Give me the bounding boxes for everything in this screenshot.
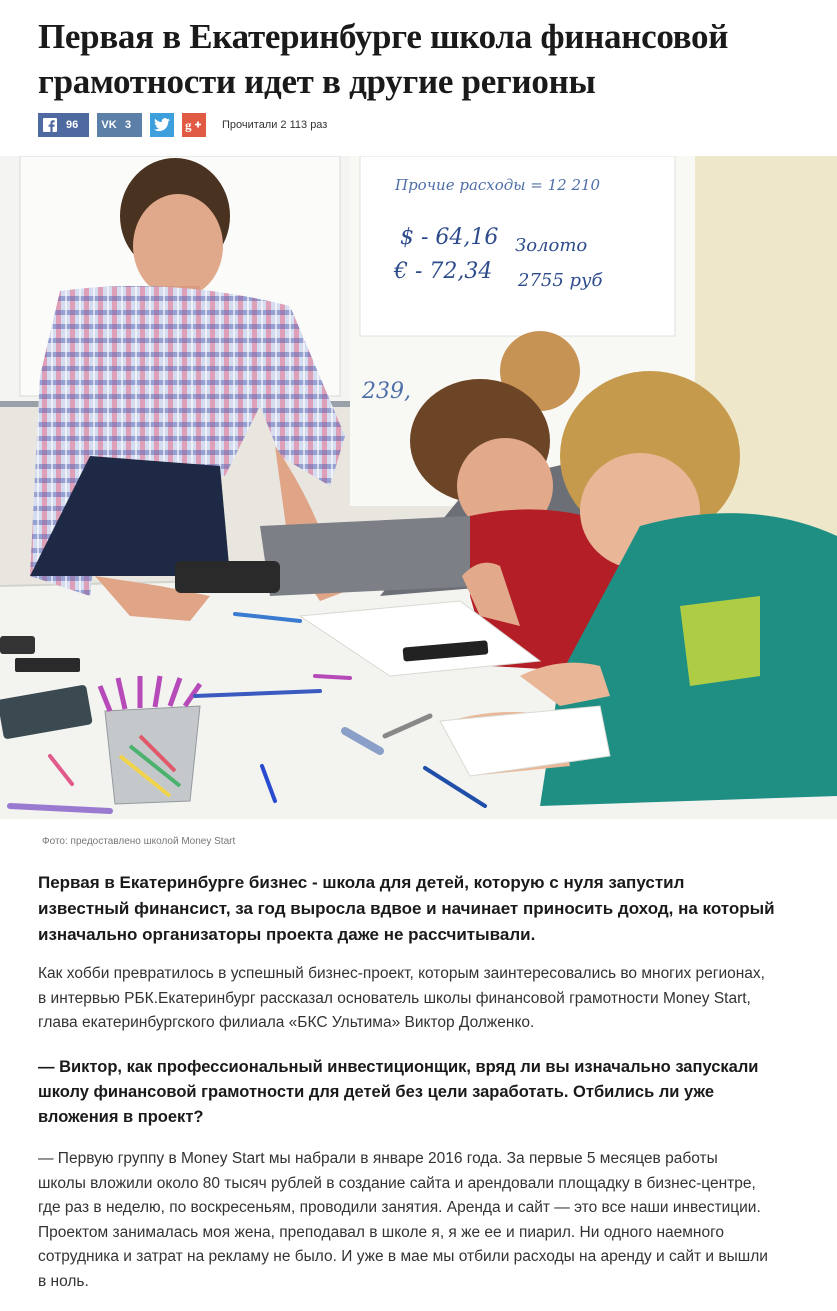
vk-icon: VK [101,119,117,131]
vk-share-count: 3 [125,119,132,131]
read-count: Прочитали 2 113 раз [222,119,328,131]
svg-text:g: g [185,118,192,132]
facebook-share-count: 96 [66,119,79,131]
classroom-photo-illustration [0,156,837,819]
board-line-2-right: Золото [515,235,588,256]
board-line-2-left: $ - 64,16 [400,225,499,250]
share-bar [38,113,327,137]
googleplus-icon [182,113,206,137]
board-line-1: Прочие расходы = 12 210 [395,176,601,194]
interview-answer: — Первую группу в Money Start мы набрали в январе 2016 года. За первые 5 месяцев работы школы вложили около 80 тысяч рублей в создание сайта и арендовали площадку в бизнес-центре, где раз в неделю, по воскресеньям, проводили занятия. Аренда и сайт — это все наши инвестиции. Проектом занималась моя жена, преподавал в школе я, я же ее и пиарил. Ни одного наемного сотрудника и затрат на рекламу не было. И уже в мае мы отбили расходы на аренду и сайт и вышли в ноль. [38,1150,768,1290]
vk-share-button[interactable] [97,113,142,137]
board-line-3-right: 2755 руб [518,270,603,291]
twitter-share-button[interactable] [150,113,174,137]
facebook-share-button[interactable] [38,113,89,137]
article-paragraph-1: Как хобби превратилось в успешный бизнес-проект, которым заинтересовались во многих регионах, в интервью РБК.Екатеринбург рассказал основатель школы финансовой грамотности Money Start, глава екатеринбургского филиала «БКС Ультима» Виктор Долженко. [38,965,765,1031]
interview-question: — Виктор, как профессиональный инвестиционщик, вряд ли вы изначально запускали школу финансовой грамотности для детей без цели заработать. Отбились ли уже вложения в проект? [38,1058,759,1126]
article-lead: Первая в Екатеринбурге бизнес - школа для детей, которую с нуля запустил известный финансист, за год выросла вдвое и начинает приносить доход, на который изначально организаторы проекта даже не рассчитывали. [38,873,775,944]
article-photo [0,156,837,819]
board-line-3-left: € - 72,34 [394,259,493,284]
googleplus-share-button[interactable] [182,113,206,137]
board-bottom-number: 239, [362,379,411,404]
article-headline: Первая в Екатеринбурге школа финансовой грамотности идет в другие регионы [38,17,729,101]
twitter-bird-icon [150,113,174,137]
facebook-icon [38,113,62,137]
photo-caption: Фото: предоставлено школой Money Start [42,836,236,847]
